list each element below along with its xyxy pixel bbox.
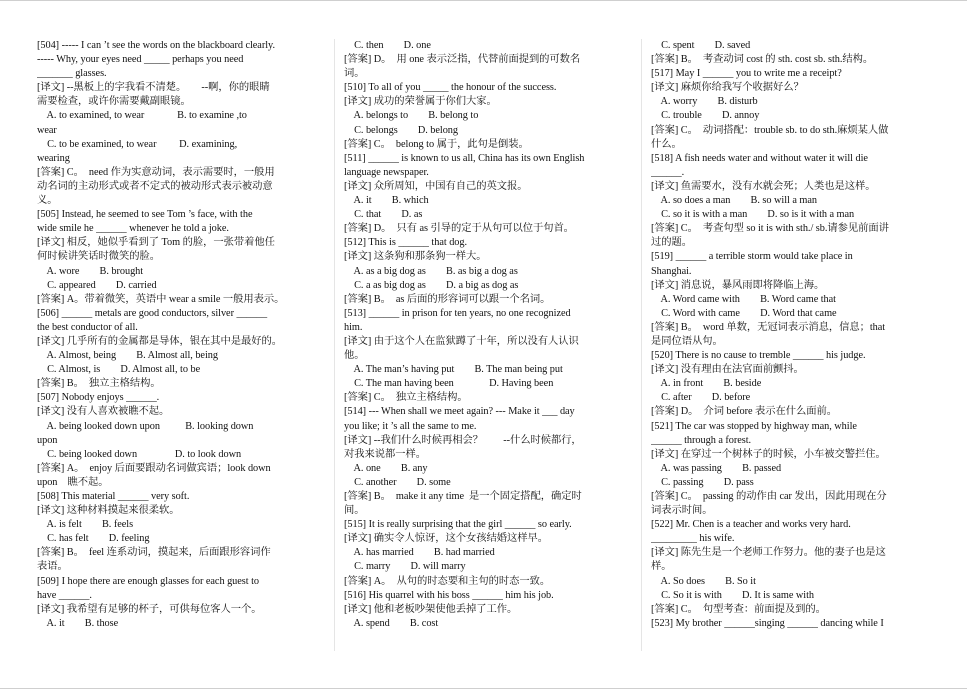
text-line: [520] There is no cause to tremble ______ his judge. — [651, 350, 866, 362]
text-line: [523] My brother ______singing ______ dancing while I — [651, 617, 884, 629]
text-line: [512] This is ______ that dog. — [344, 237, 468, 249]
text-line: [译文] 他和老板吵架使他丢掉了工作。 — [344, 603, 518, 615]
text-line: C. being looked down D. to look down — [37, 448, 242, 460]
text-line: 对我来说都一样。 — [344, 448, 426, 460]
text-line: 过的题。 — [651, 237, 692, 249]
text-line: 他。 — [344, 350, 365, 362]
text-line: _______ glasses. — [37, 68, 107, 80]
text-column-right — [651, 39, 934, 631]
text-line: upon 瞧不起。 — [37, 476, 109, 488]
text-line: [译文] --黑板上的字我看不清楚。 --啊，你的眼睛 — [37, 82, 270, 94]
text-line: A. was passing B. passed — [651, 462, 782, 474]
text-line: [答案] C。 动词搭配：trouble sb. to do sth.麻烦某人做 — [651, 124, 889, 136]
column-divider — [641, 39, 642, 651]
text-line: [答案] C。 考查句型 so it is with sth./ sb.请参见前面讲 — [651, 223, 889, 235]
text-line: A. wore B. brought — [37, 265, 144, 277]
text-line: 间。 — [344, 505, 365, 517]
text-line: [519] ______ a terrible storm would take place in — [651, 251, 853, 263]
text-line: [答案] C。 belong to 属于，此句是倒装。 — [344, 138, 529, 150]
text-line: [506] ______ metals are good conductors, silver ______ — [37, 307, 268, 319]
text-line: him. — [344, 321, 363, 333]
text-line: [514] --- When shall we meet again? --- Make it ___ day — [344, 406, 575, 418]
text-line: [译文] 成功的荣誉属于你们大家。 — [344, 96, 497, 108]
text-line: [答案] C。 passing 的动作由 car 发出，因此用现在分 — [651, 491, 887, 502]
text-line: [译文] 麻烦你给我写个收据好么？ — [651, 82, 804, 94]
text-line: A. in front B. beside — [651, 378, 762, 390]
text-line: [答案] D。 只有 as 引导的定于从句可以位于句首。 — [344, 223, 574, 235]
text-line: [译文] 相反，她似乎看到了 Tom 的脸，一张带着他任 — [37, 237, 275, 249]
text-line: A. it B. which — [344, 195, 429, 207]
text-line: [513] ______ in prison for ten years, no one recognized — [344, 307, 571, 319]
text-line: 需要检查，或许你需要戴副眼镜。 — [37, 96, 191, 108]
text-line: [答案] B。 word 单数，无冠词表示消息，信息；that — [651, 321, 886, 333]
text-line: _________ his wife. — [651, 533, 735, 545]
text-line: [答案] B。 考查动词 cost 的 sth. cost sb. sth.结构。 — [651, 54, 874, 66]
text-line: [521] The car was stopped by highway man, while — [651, 420, 857, 432]
text-line: [译文] 没有理由在法官面前颤抖。 — [651, 364, 804, 376]
text-line: 什么。 — [651, 138, 682, 150]
text-line: [译文] 我希望有足够的杯子，可供每位客人一个。 — [37, 603, 262, 615]
text-line: [答案] C。 句型考查：前面提及到的。 — [651, 603, 826, 615]
text-line: A. Word came with B. Word came that — [651, 293, 836, 305]
text-line: [522] Mr. Chen is a teacher and works very hard. — [651, 519, 851, 531]
text-line: [517] May I ______ you to write me a receipt? — [651, 68, 842, 80]
text-line: ----- Why, your eyes need _____ perhaps you need — [37, 54, 244, 66]
text-line: 义。 — [37, 195, 58, 207]
text-line: [译文] 消息说，暴风雨即将降临上海。 — [651, 279, 825, 291]
text-line: [518] A fish needs water and without water it will die — [651, 152, 868, 164]
text-line: [译文] 确实令人惊讶，这个女孩结婚这样早。 — [344, 533, 548, 545]
text-line: wear — [37, 124, 57, 136]
text-line: [答案] C。 独立主格结构。 — [344, 392, 468, 404]
text-line: [510] To all of you _____ the honour of the success. — [344, 82, 557, 94]
text-line: [译文] 众所周知，中国有自己的英文报。 — [344, 180, 528, 192]
text-line: [515] It is really surprising that the girl ______ so early. — [344, 519, 572, 531]
text-line: A. is felt B. feels — [37, 519, 134, 531]
text-line: [译文] 陈先生是一个老师工作努力。他的妻子也是这 — [651, 547, 886, 559]
text-line: [译文] 几乎所有的金属都是导体，银在其中是最好的。 — [37, 335, 282, 347]
text-line: ______. — [651, 166, 685, 178]
text-line: [507] Nobody enjoys ______. — [37, 392, 160, 404]
text-line: C. appeared D. carried — [37, 279, 157, 291]
text-line: C. The man having been D. Having been — [344, 378, 554, 390]
text-line: [答案] B。 独立主格结构。 — [37, 378, 161, 390]
text-line: C. so it is with a man D. so is it with a man — [651, 209, 855, 221]
text-line: C. belongs D. belong — [344, 124, 458, 136]
text-line: have ______. — [37, 589, 92, 601]
text-line: [511] ______ is known to us all, China has its own English — [344, 152, 585, 164]
text-line: C. Almost, is D. Almost all, to be — [37, 364, 201, 376]
text-line: A. So does B. So it — [651, 575, 756, 587]
column-divider — [334, 39, 335, 651]
text-line: [答案] A。 enjoy 后面要跟动名词做宾语；look down — [37, 462, 271, 474]
text-line: A. has married B. had married — [344, 547, 495, 559]
text-line: [516] His quarrel with his boss ______ him his job. — [344, 589, 554, 601]
text-line: 动名词的主动形式或者不定式的被动形式表示被动意 — [37, 180, 273, 192]
text-line: [译文] 没有人喜欢被瞧不起。 — [37, 406, 170, 418]
text-line: C. after D. before — [651, 392, 751, 404]
text-line: [答案] B。 make it any time 是一个固定搭配，确定时 — [344, 491, 582, 502]
text-line: the best conductor of all. — [37, 321, 138, 333]
text-line: C. So it is with D. It is same with — [651, 589, 815, 601]
text-line: C. that D. as — [344, 209, 423, 221]
text-line: wide smile he ______ whenever he told a joke. — [37, 223, 229, 235]
text-line: [505] Instead, he seemed to see Tom ’s face, with the — [37, 209, 253, 221]
text-line: C. marry D. will marry — [344, 561, 466, 573]
text-column-middle — [344, 39, 627, 631]
text-line: 词。 — [344, 68, 365, 80]
text-line: [509] I hope there are enough glasses for each guest to — [37, 575, 259, 587]
text-line: C. a as big dog as D. a big as dog as — [344, 279, 519, 291]
text-line: [译文] 在穿过一个树林子的时候，小车被交警拦住。 — [651, 448, 886, 460]
text-line: C. then D. one — [344, 40, 431, 51]
text-line: 何时候讲笑话时微笑的脸。 — [37, 251, 160, 263]
text-line: A. worry B. disturb — [651, 96, 758, 108]
text-line: [答案] A。带着微笑，英语中 wear a smile 一般用表示。 — [37, 293, 285, 305]
text-line: [答案] D。 用 one 表示泛指，代替前面提到的可数名 — [344, 54, 581, 66]
text-line: A. belongs to B. belong to — [344, 110, 479, 122]
text-line: A. spend B. cost — [344, 617, 439, 629]
text-line: [答案] D。 介词 before 表示在什么面前。 — [651, 406, 837, 418]
text-line: [答案] B。 feel 连系动词，摸起来，后面跟形容词作 — [37, 547, 271, 559]
text-line: [译文] --我们什么时候再相会？ --什么时候都行， — [344, 434, 582, 446]
text-line: Shanghai. — [651, 265, 692, 277]
text-line: language newspaper. — [344, 166, 429, 178]
text-line: A. one B. any — [344, 462, 428, 474]
text-line: 表语。 — [37, 561, 68, 573]
text-line: C. has felt D. feeling — [37, 533, 150, 545]
text-line: C. passing D. pass — [651, 476, 754, 488]
text-line: [504] ----- I can ’t see the words on the blackboard clearly. — [37, 40, 275, 51]
text-line: [答案] A。 从句的时态要和主句的时态一致。 — [344, 575, 551, 587]
text-line: [译文] 由于这个人在监狱蹲了十年，所以没有人认识 — [344, 335, 579, 347]
text-line: you like; it ’s all the same to me. — [344, 420, 477, 432]
text-line: upon — [37, 434, 58, 446]
text-line: A. Almost, being B. Almost all, being — [37, 350, 218, 362]
text-line: 是同位语从句。 — [651, 335, 723, 347]
text-line: [508] This material ______ very soft. — [37, 491, 190, 502]
text-line: [译文] 这条狗和那条狗一样大。 — [344, 251, 487, 263]
text-line: C. another D. some — [344, 476, 451, 488]
text-line: A. so does a man B. so will a man — [651, 195, 817, 207]
text-line: C. Word with came D. Word that came — [651, 307, 837, 319]
text-line: [答案] C。 need 作为实意动词，表示需要时，一般用 — [37, 166, 275, 178]
text-line: C. to be examined, to wear D. examining, — [37, 138, 238, 150]
text-line: A. being looked down upon B. looking down — [37, 420, 254, 432]
text-column-left — [37, 39, 320, 631]
text-line: A. it B. those — [37, 617, 119, 629]
text-line: 样。 — [651, 561, 672, 573]
text-line: [译文] 鱼需要水，没有水就会死；人类也是这样。 — [651, 180, 876, 192]
text-line: wearing — [37, 152, 70, 164]
text-line: C. spent D. saved — [651, 40, 751, 51]
text-line: A. to examined, to wear B. to examine ,to — [37, 110, 247, 122]
text-line: C. trouble D. annoy — [651, 110, 760, 122]
text-line: 词表示时间。 — [651, 505, 713, 517]
text-line: ______ through a forest. — [651, 434, 752, 446]
text-line: A. The man’s having put B. The man being put — [344, 364, 563, 376]
text-line: A. as a big dog as B. as big a dog as — [344, 265, 518, 277]
text-line: [答案] B。 as 后面的形容词可以跟一个名词。 — [344, 293, 551, 305]
text-line: [译文] 这种材料摸起来很柔软。 — [37, 505, 180, 517]
